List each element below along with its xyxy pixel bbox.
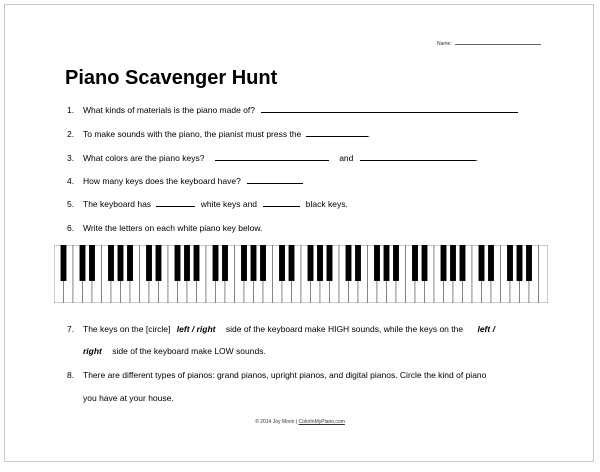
black-key[interactable] bbox=[146, 245, 152, 281]
black-key[interactable] bbox=[355, 245, 361, 281]
black-key[interactable] bbox=[384, 245, 390, 281]
question-1 bbox=[67, 104, 518, 116]
question-7-line-2 bbox=[83, 345, 266, 357]
question-text: white keys and bbox=[200, 199, 258, 209]
black-key[interactable] bbox=[80, 245, 86, 281]
black-key[interactable] bbox=[184, 245, 190, 281]
answer-blank[interactable] bbox=[263, 198, 300, 207]
white-key[interactable] bbox=[539, 245, 549, 303]
answer-blank[interactable] bbox=[261, 104, 518, 113]
question-text: How many keys does the keyboard have? bbox=[83, 176, 241, 186]
name-field[interactable] bbox=[437, 39, 541, 47]
question-text: What kinds of materials is the piano made of? bbox=[83, 105, 255, 115]
black-key[interactable] bbox=[289, 245, 295, 281]
question-text: side of the keyboard make HIGH sounds, while the keys on the bbox=[225, 324, 464, 334]
question-text: The keys on the [circle] bbox=[83, 324, 171, 334]
question-8 bbox=[67, 369, 486, 381]
black-key[interactable] bbox=[194, 245, 200, 281]
name-label: Name: bbox=[437, 41, 452, 47]
worksheet-title: Piano Scavenger Hunt bbox=[65, 67, 278, 89]
piano-keyboard bbox=[54, 245, 548, 303]
period: . bbox=[475, 153, 479, 163]
black-key[interactable] bbox=[346, 245, 352, 281]
question-number: 5. bbox=[67, 199, 75, 209]
black-key[interactable] bbox=[118, 245, 124, 281]
question-number: 3. bbox=[67, 153, 75, 163]
black-key[interactable] bbox=[108, 245, 114, 281]
black-key[interactable] bbox=[441, 245, 447, 281]
black-key[interactable] bbox=[317, 245, 323, 281]
copyright-text: © 2014 Joy Morin | bbox=[255, 419, 298, 425]
black-key[interactable] bbox=[175, 245, 181, 281]
black-key[interactable] bbox=[460, 245, 466, 281]
black-key[interactable] bbox=[279, 245, 285, 281]
question-2 bbox=[67, 128, 370, 140]
and-text: and bbox=[339, 153, 354, 163]
answer-blank[interactable] bbox=[360, 152, 479, 163]
question-number: 2. bbox=[67, 129, 75, 139]
right-choice[interactable]: right bbox=[83, 346, 102, 356]
black-key[interactable] bbox=[412, 245, 418, 281]
answer-blank[interactable] bbox=[156, 198, 195, 207]
question-text: you have at your house. bbox=[83, 393, 174, 403]
black-key[interactable] bbox=[308, 245, 314, 281]
left-right-choice[interactable]: left / right bbox=[176, 324, 216, 334]
black-key[interactable] bbox=[507, 245, 513, 281]
black-key[interactable] bbox=[374, 245, 380, 281]
black-key[interactable] bbox=[127, 245, 133, 281]
question-number: 8. bbox=[67, 370, 75, 380]
black-key[interactable] bbox=[213, 245, 219, 281]
period: . bbox=[367, 129, 371, 139]
black-key[interactable] bbox=[89, 245, 95, 281]
question-number: 7. bbox=[67, 324, 75, 334]
question-text: Write the letters on each white piano key below. bbox=[83, 223, 263, 233]
footer-link[interactable]: ColorInMyPiano.com bbox=[298, 419, 345, 425]
black-key[interactable] bbox=[517, 245, 523, 281]
question-text: side of the keyboard make LOW sounds. bbox=[112, 346, 266, 356]
black-key[interactable] bbox=[393, 245, 399, 281]
question-text: There are different types of pianos: grand pianos, upright pianos, and digital pianos. Circle the kind of piano bbox=[83, 370, 487, 380]
black-key[interactable] bbox=[241, 245, 247, 281]
black-key[interactable] bbox=[260, 245, 266, 281]
question-number: 4. bbox=[67, 176, 75, 186]
question-7 bbox=[67, 323, 495, 335]
black-key[interactable] bbox=[156, 245, 162, 281]
footer bbox=[5, 419, 594, 425]
black-key[interactable] bbox=[450, 245, 456, 281]
question-text: black keys. bbox=[305, 199, 348, 209]
black-key[interactable] bbox=[222, 245, 228, 281]
question-5 bbox=[67, 198, 348, 210]
black-key[interactable] bbox=[479, 245, 485, 281]
answer-blank[interactable] bbox=[247, 175, 303, 184]
question-text: The keyboard has bbox=[83, 199, 152, 209]
question-6 bbox=[67, 222, 262, 234]
black-key[interactable] bbox=[327, 245, 333, 281]
black-key[interactable] bbox=[526, 245, 532, 281]
answer-blank[interactable] bbox=[215, 152, 329, 161]
black-key[interactable] bbox=[251, 245, 257, 281]
question-number: 1. bbox=[67, 105, 75, 115]
black-key[interactable] bbox=[422, 245, 428, 281]
black-key[interactable] bbox=[61, 245, 67, 281]
question-text: What colors are the piano keys? bbox=[83, 153, 205, 163]
answer-blank[interactable] bbox=[306, 128, 371, 139]
worksheet-page bbox=[4, 4, 594, 462]
black-key[interactable] bbox=[488, 245, 494, 281]
question-number: 6. bbox=[67, 223, 75, 233]
question-3 bbox=[67, 152, 478, 164]
left-choice[interactable]: left / bbox=[477, 324, 495, 334]
question-text: To make sounds with the piano, the pianist must press the bbox=[83, 129, 302, 139]
question-4 bbox=[67, 175, 303, 187]
question-8-line-2 bbox=[83, 392, 174, 404]
name-blank[interactable] bbox=[455, 39, 541, 45]
